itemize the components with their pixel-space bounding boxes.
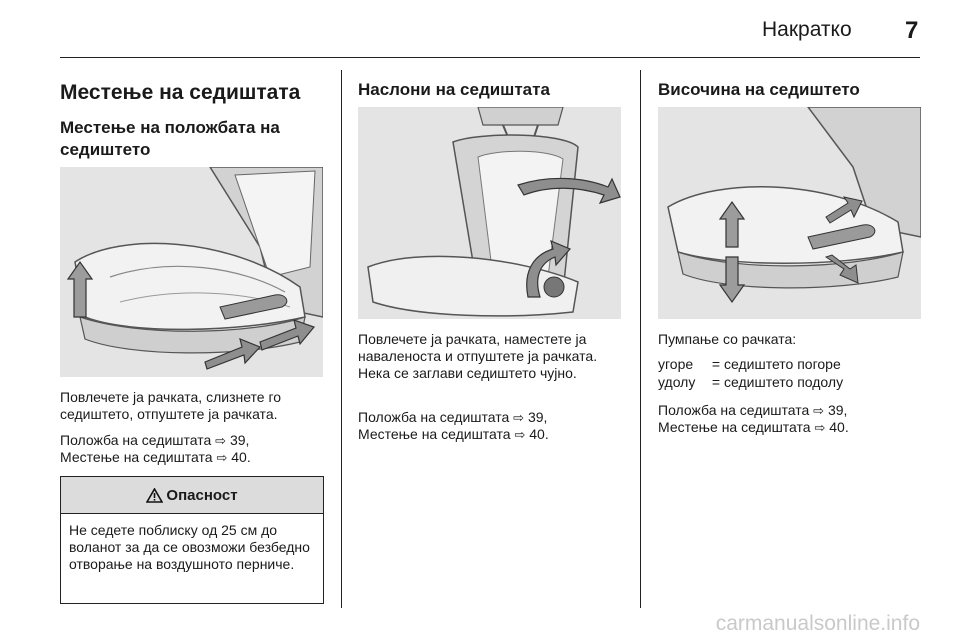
reference-page[interactable]: 40. (227, 449, 251, 465)
term-cell: удолу (658, 374, 696, 390)
reference-label: Положба на седиштата (658, 402, 810, 418)
reference-page[interactable]: 39, (824, 402, 848, 418)
reference-page[interactable]: 39, (524, 409, 548, 425)
warning-header (61, 477, 323, 514)
reference-page[interactable]: 39, (226, 432, 250, 448)
header-divider (60, 57, 920, 58)
reference-label: Местење на седиштата (358, 426, 511, 442)
warning-triangle-icon (146, 488, 163, 503)
reference-text (658, 402, 928, 436)
warning-text: Не седете поблиску од 25 см до воланот за да се овозможи безбедно отворање на воздушното перниче. (69, 522, 310, 572)
reference-label: Положба на седиштата (60, 432, 212, 448)
definition-table (658, 355, 843, 391)
reference-arrow-icon: ⇨ (513, 410, 525, 425)
separator-cell: = (711, 356, 721, 372)
reference-arrow-icon: ⇨ (216, 450, 228, 465)
description-cell: седиштето подолу (724, 374, 844, 390)
section-heading: Височина на седиштето (658, 80, 860, 99)
instruction-text: Повлечете ја рачката, слизнете го седиштето, отпуштете ја рачката. (60, 389, 282, 422)
seat-height-illustration (658, 107, 921, 319)
reference-label: Положба на седиштата (358, 409, 510, 425)
column-divider (640, 70, 641, 608)
subsection-heading: Местење на положбата на седиштето (60, 118, 280, 159)
watermark-text: carmanualsonline.info (715, 612, 920, 635)
reference-label: Местење на седиштата (60, 449, 213, 465)
instruction-text: Повлечете ја рачката, наместете ја наваленоста и отпуштете ја рачката. Нека се заглави седиштето чујно. (358, 331, 598, 381)
seat-backrest-illustration (358, 107, 621, 319)
column-divider (341, 70, 342, 608)
warning-title: Опасност (166, 486, 238, 504)
reference-page[interactable]: 40. (525, 426, 549, 442)
reference-text (358, 409, 633, 443)
table-row (658, 373, 843, 391)
reference-text (60, 432, 330, 466)
warning-box (60, 476, 324, 604)
seat-position-illustration (60, 167, 323, 377)
reference-arrow-icon: ⇨ (215, 433, 227, 448)
reference-label: Местење на седиштата (658, 419, 811, 435)
reference-page[interactable]: 40. (825, 419, 849, 435)
section-heading: Наслони на седиштата (358, 80, 550, 99)
term-cell: угоре (658, 356, 694, 372)
reference-arrow-icon: ⇨ (514, 427, 526, 442)
table-row (658, 355, 843, 373)
section-heading: Местење на седиштата (60, 81, 301, 104)
separator-cell: = (711, 374, 721, 390)
page-number: 7 (905, 17, 919, 44)
instruction-text: Пумпање со рачката: (658, 331, 797, 347)
description-cell: седиштето погоре (724, 356, 841, 372)
reference-arrow-icon: ⇨ (814, 420, 826, 435)
header-title: Накратко (762, 18, 852, 41)
reference-arrow-icon: ⇨ (813, 403, 825, 418)
